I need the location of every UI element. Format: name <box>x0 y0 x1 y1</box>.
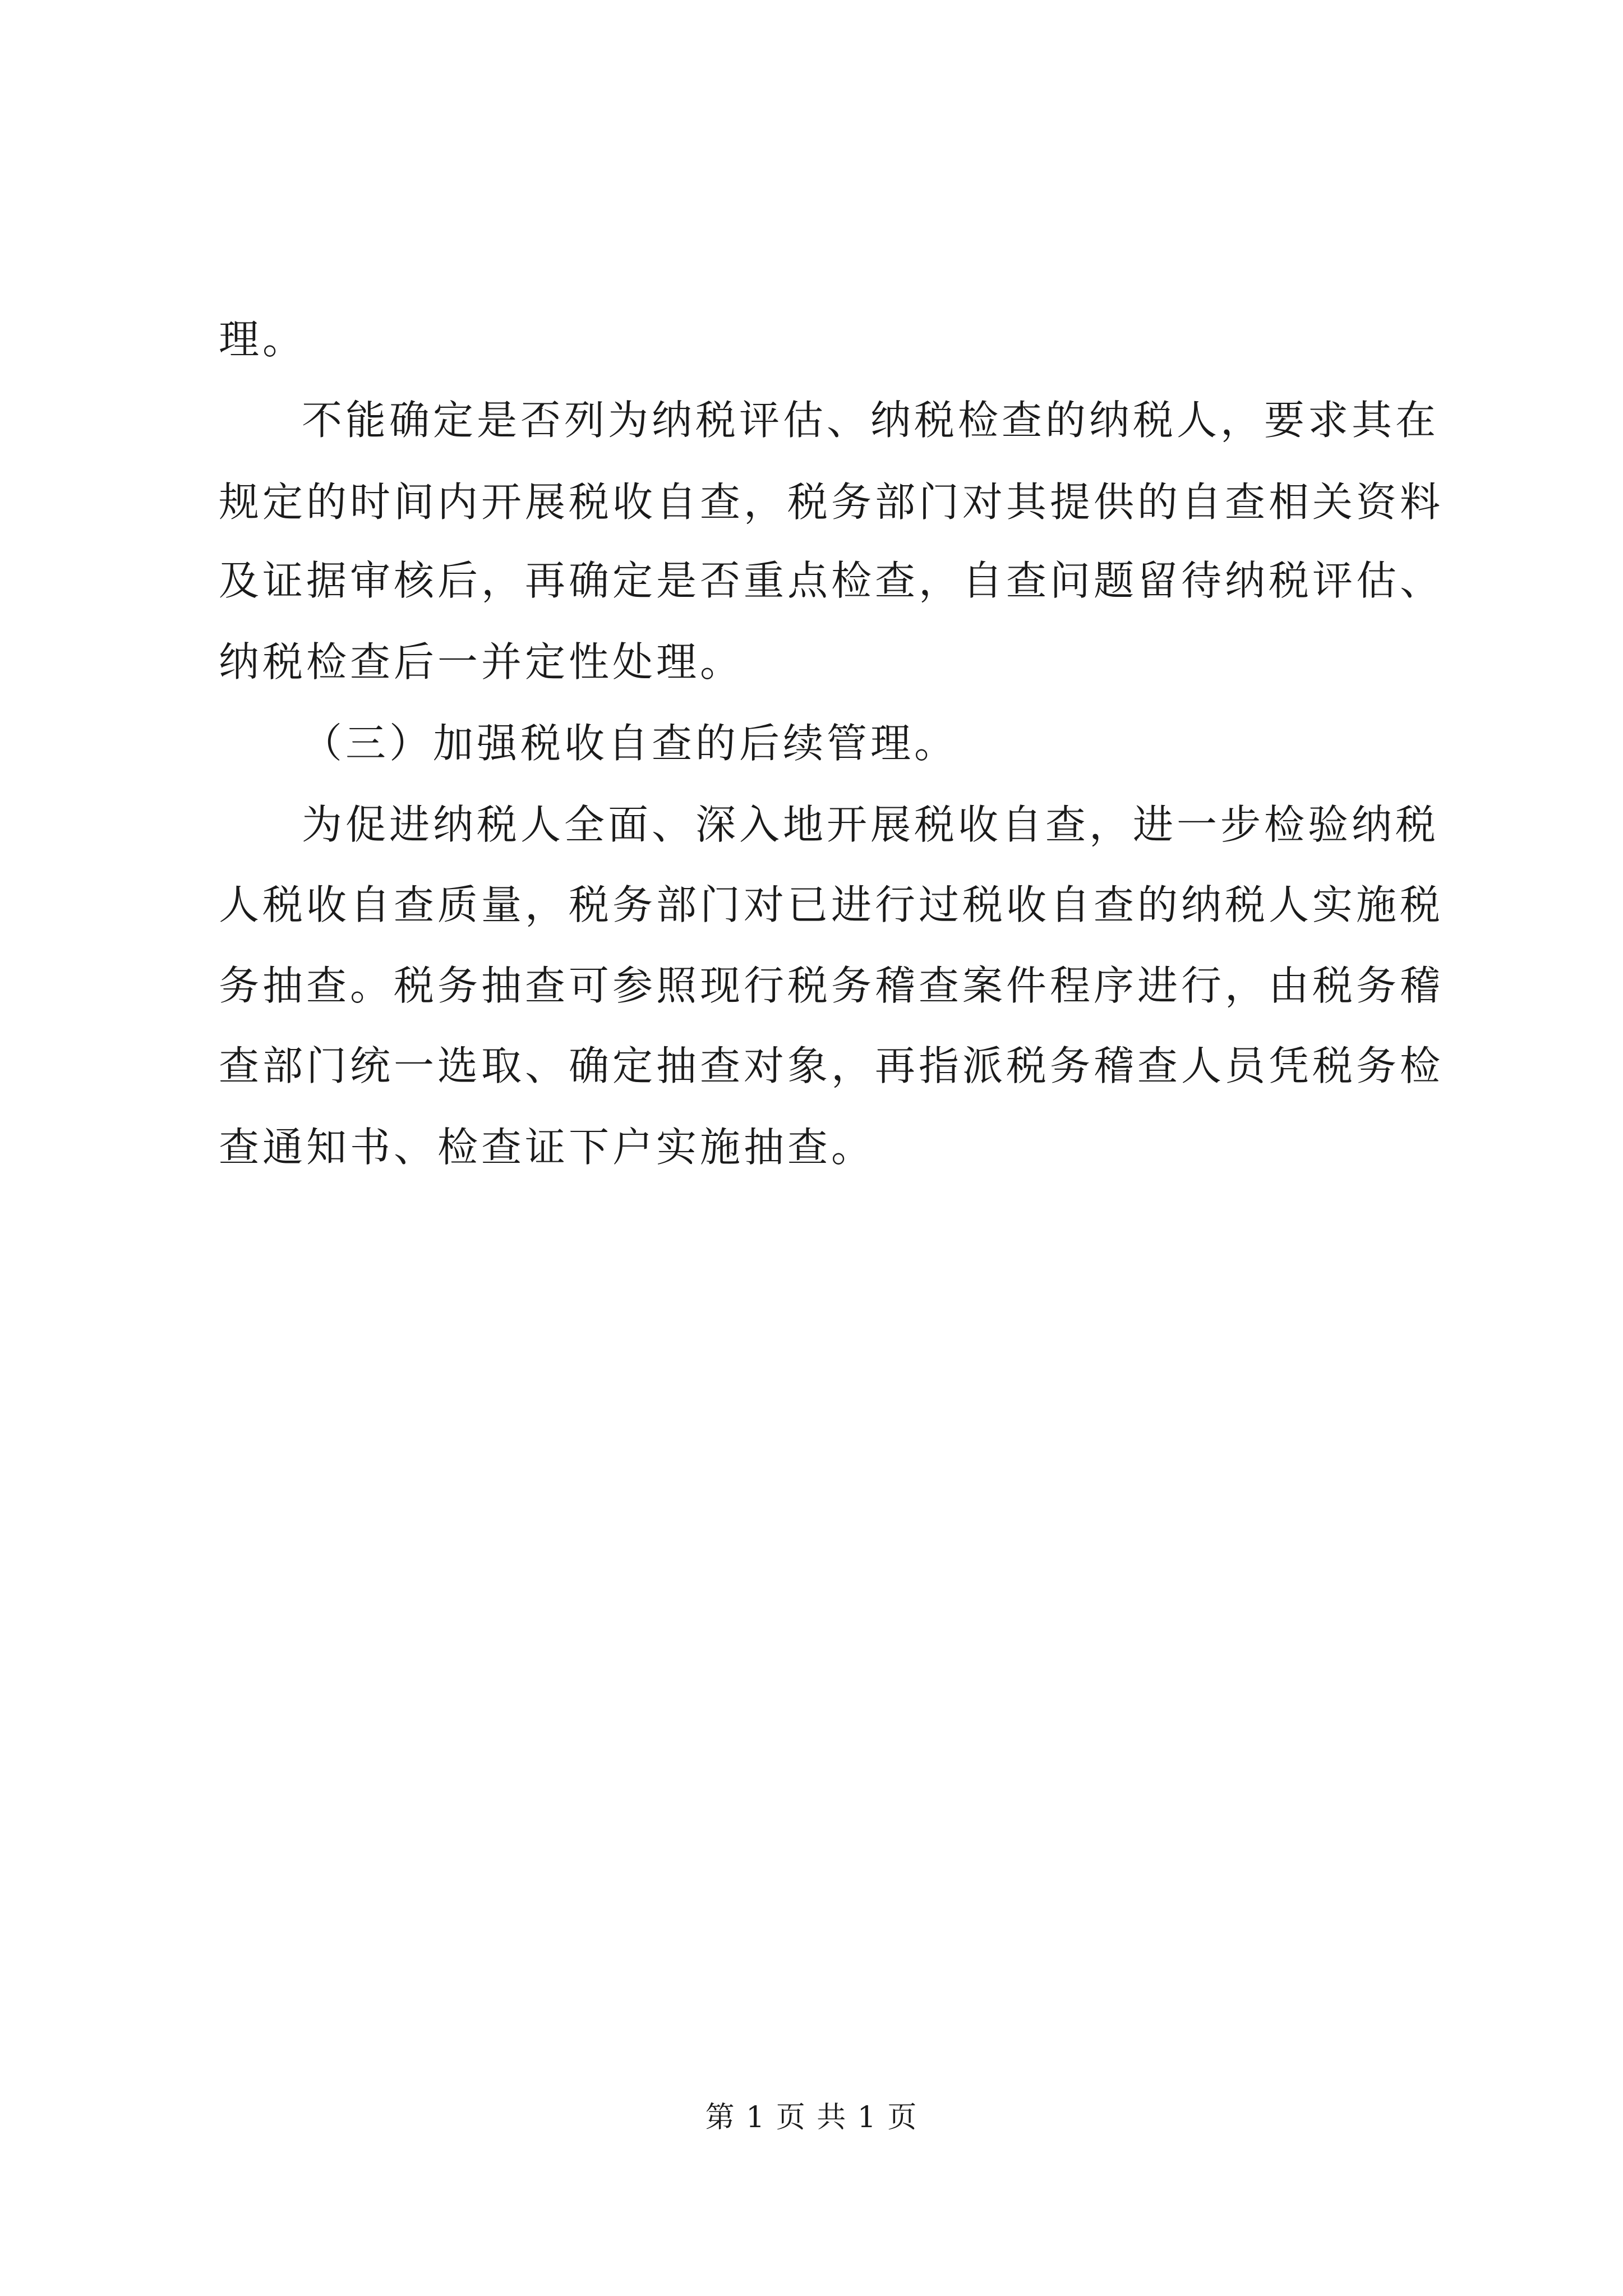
section-heading: （三）加强税收自查的后续管理。 <box>302 720 958 767</box>
paragraph-line: 务抽查。税务抽查可参照现行税务稽查案件程序进行，由税务稽 <box>219 962 1444 1009</box>
paragraph-line: 规定的时间内开展税收自查，税务部门对其提供的自查相关资料 <box>219 478 1444 526</box>
paragraph-line: 纳税检查后一并定性处理。 <box>219 638 744 685</box>
paragraph-line: 人税收自查质量，税务部门对已进行过税收自查的纳税人实施税 <box>219 881 1444 928</box>
paragraph-line: 为促进纳税人全面、深入地开展税收自查，进一步检验纳税 <box>302 801 1440 848</box>
paragraph-line: 查部门统一选取、确定抽查对象，再指派税务稽查人员凭税务检 <box>219 1042 1444 1089</box>
paragraph-line: 理。 <box>219 316 307 363</box>
paragraph-line: 及证据审核后，再确定是否重点检查，自查问题留待纳税评估、 <box>219 557 1444 604</box>
paragraph-line: 查通知书、检查证下户实施抽查。 <box>219 1124 875 1171</box>
page-number-footer: 第 1 页 共 1 页 <box>705 2101 918 2134</box>
paragraph-line: 不能确定是否列为纳税评估、纳税检查的纳税人，要求其在 <box>302 397 1440 444</box>
